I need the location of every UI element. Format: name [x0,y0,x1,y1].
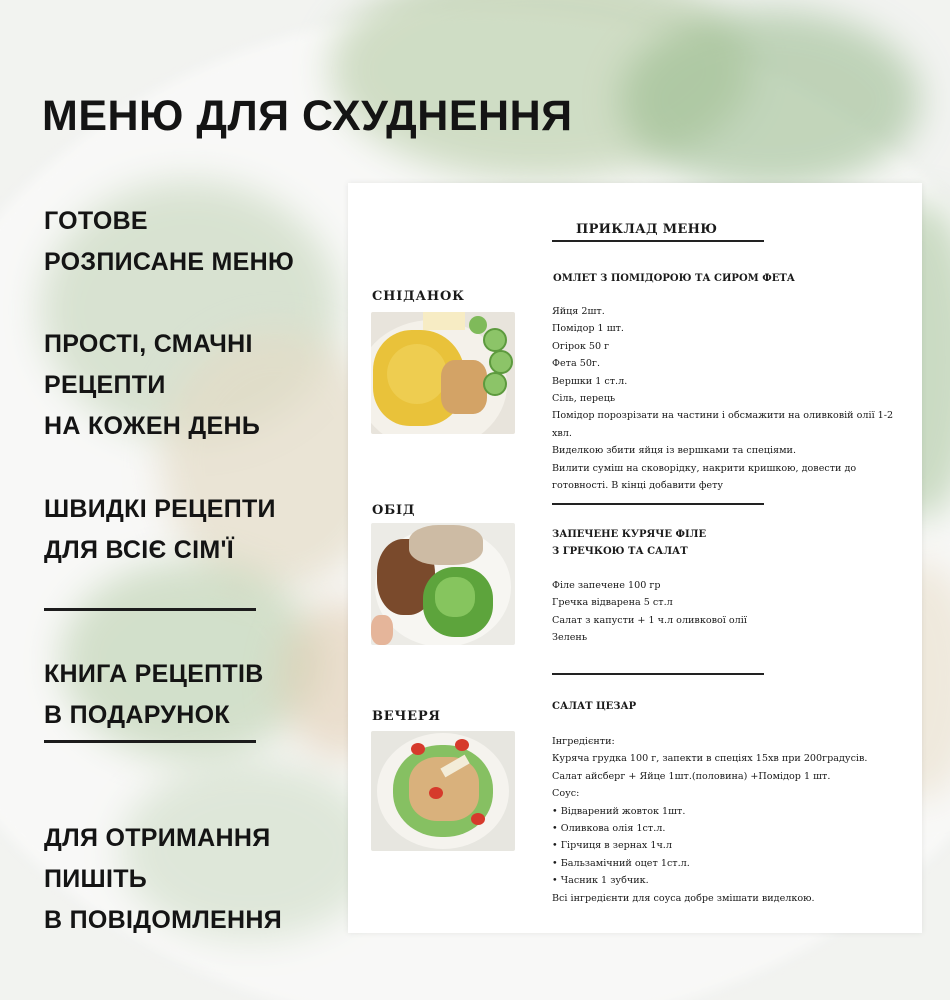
divider [44,608,256,611]
recipe-lunch: Філе запечене 100 гр Гречка відварена 5 ст.л Салат з капусти + 1 ч.л оливкової олії Зелень [552,580,747,644]
dish-title-breakfast: ОМЛЕТ З ПОМІДОРОЮ ТА СИРОМ ФЕТА [553,273,795,284]
feature-quick-recipes: ШВИДКІ РЕЦЕПТИ ДЛЯ ВСІЄ СІМ'Ї [44,495,276,564]
chicken-buckwheat-photo [371,523,515,645]
sample-menu-title: ПРИКЛАД МЕНЮ [576,222,718,237]
divider [552,503,764,505]
recipe-breakfast: Яйця 2шт. Помідор 1 шт. Огірок 50 г Фета 50г. Вершки 1 ст.л. Сіль, перець Помідор порозрізати на частини і обсмажити на оливковій олії 1-2 хвл. Виделкою збити яйця із вершками та спеціями. Вилити суміш на сковорідку, накрити кришкою, довести до готовності. В кінці добавити фету [552,306,894,492]
dish-title-lunch: ЗАПЕЧЕНЕ КУРЯЧЕ ФІЛЕ З ГРЕЧКОЮ ТА САЛАТ [552,529,707,557]
divider [552,673,764,675]
feature-contact-message: ДЛЯ ОТРИМАННЯ ПИШІТЬ В ПОВІДОМЛЕННЯ [44,824,282,934]
title-underline [552,240,764,242]
feature-ready-menu: ГОТОВЕ РОЗПИСАНЕ МЕНЮ [44,207,295,276]
recipe-dinner: Інгредієнти: Куряча грудка 100 г, запекти в спеціях 15хв при 200градусів. Салат айсберг + Яйце 1шт.(половина) +Помідор 1 шт. Соус: • Відварений жовток 1шт. • Оливкова олія 1ст.л. • Гірчиця в зернах 1ч.л • Бальзамічний оцет 1ст.л. • Часник 1 зубчик. Всі інгредієнти для соуса добре змішати виделкою. [552,736,868,904]
feature-recipe-book-gift: КНИГА РЕЦЕПТІВ В ПОДАРУНОК [44,660,264,729]
omelette-photo [371,312,515,434]
sample-menu-card [348,183,922,933]
meal-label-lunch: ОБІД [372,503,416,518]
feature-simple-recipes: ПРОСТІ, СМАЧНІ РЕЦЕПТИ НА КОЖЕН ДЕНЬ [44,330,261,440]
meal-label-dinner: ВЕЧЕРЯ [372,709,441,724]
dish-title-dinner: САЛАТ ЦЕЗАР [552,701,637,712]
divider [44,740,256,743]
page-title: МЕНЮ ДЛЯ СХУДНЕННЯ [42,92,573,140]
meal-label-breakfast: СНІДАНОК [372,289,465,304]
caesar-salad-photo [371,731,515,851]
